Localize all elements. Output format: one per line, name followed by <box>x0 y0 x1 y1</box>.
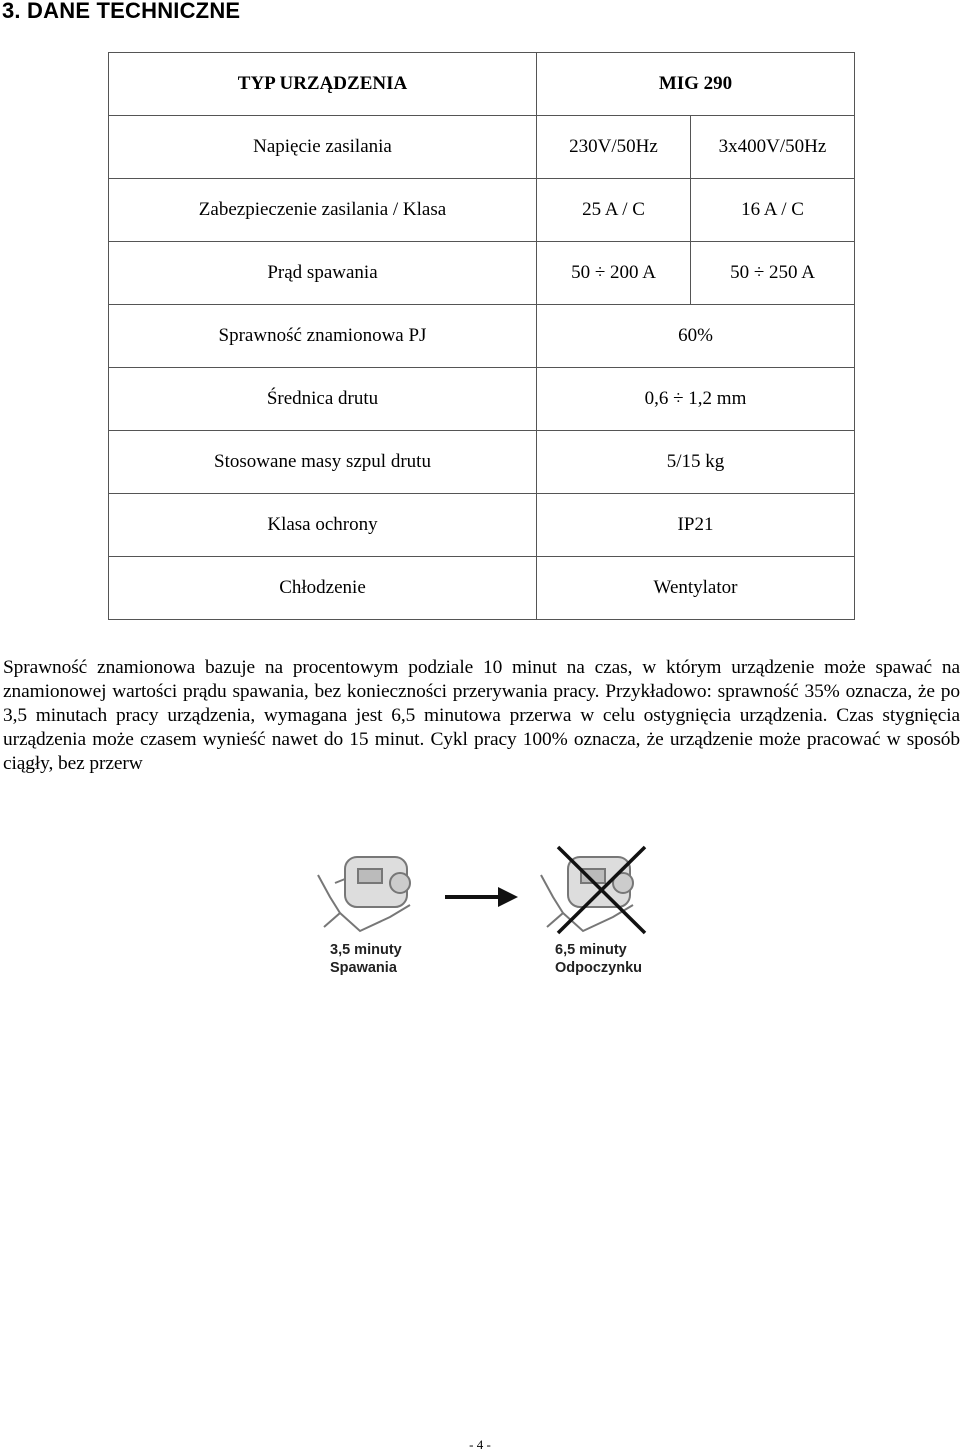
table-row <box>109 179 855 242</box>
caption-line: 3,5 minuty <box>330 942 402 958</box>
table-row <box>109 494 855 557</box>
welding-machine-icon <box>541 857 633 931</box>
device-type-label: TYP URZĄDZENIA <box>109 53 537 116</box>
row-value: IP21 <box>537 494 855 557</box>
welding-machine-illustration <box>300 835 680 945</box>
row-label: Prąd spawania <box>109 242 537 305</box>
section-heading: 3. DANE TECHNICZNE <box>2 0 241 23</box>
welding-time-caption <box>330 941 402 977</box>
table-row <box>109 368 855 431</box>
table-row <box>109 431 855 494</box>
table-row <box>109 242 855 305</box>
table-row <box>109 557 855 620</box>
row-label: Sprawność znamionowa PJ <box>109 305 537 368</box>
arrow-right-icon <box>445 887 518 907</box>
caption-line: Odpoczynku <box>555 960 643 976</box>
row-label: Stosowane masy szpul drutu <box>109 431 537 494</box>
table-row <box>109 305 855 368</box>
row-label: Średnica drutu <box>109 368 537 431</box>
row-value-1: 50 ÷ 200 A <box>537 242 691 305</box>
welding-machine-icon <box>318 857 410 931</box>
row-value-2: 16 A / C <box>691 179 855 242</box>
row-value: 60% <box>537 305 855 368</box>
caption-line: Spawania <box>330 960 397 976</box>
table-row <box>109 116 855 179</box>
row-value-2: 50 ÷ 250 A <box>691 242 855 305</box>
row-label: Chłodzenie <box>109 557 537 620</box>
page-number: - 4 - <box>469 1437 491 1452</box>
row-value: Wentylator <box>537 557 855 620</box>
rest-time-caption <box>555 941 642 977</box>
duty-cycle-description: Sprawność znamionowa bazuje na procentowym podziale 10 minut na czas, w którym urządzenie może spawać na znamionowej wartości prądu spawania, bez konieczności przerywania pracy. Przykładowo: sprawność 35% oznacza, że po 3,5 minutach pracy urządzenia, wymagana jest 6,5 minutowa przerwa w celu ostygnięcia urządzenia. Czas stygnięcia urządzenia może czasem wynieść nawet do 15 minut. Cykl pracy 100% oznacza, że urządzenie może pracować w sposób ciągły, bez przerw <box>3 657 960 774</box>
row-label: Klasa ochrony <box>109 494 537 557</box>
row-value: 5/15 kg <box>537 431 855 494</box>
duty-cycle-figure <box>300 835 680 995</box>
technical-data-table <box>108 52 855 620</box>
table-header-row <box>109 53 855 116</box>
caption-line: 6,5 minuty <box>555 942 627 958</box>
device-type-value: MIG 290 <box>537 53 855 116</box>
row-label: Napięcie zasilania <box>109 116 537 179</box>
row-label: Zabezpieczenie zasilania / Klasa <box>109 179 537 242</box>
row-value-1: 25 A / C <box>537 179 691 242</box>
row-value-2: 3x400V/50Hz <box>691 116 855 179</box>
row-value-1: 230V/50Hz <box>537 116 691 179</box>
row-value: 0,6 ÷ 1,2 mm <box>537 368 855 431</box>
